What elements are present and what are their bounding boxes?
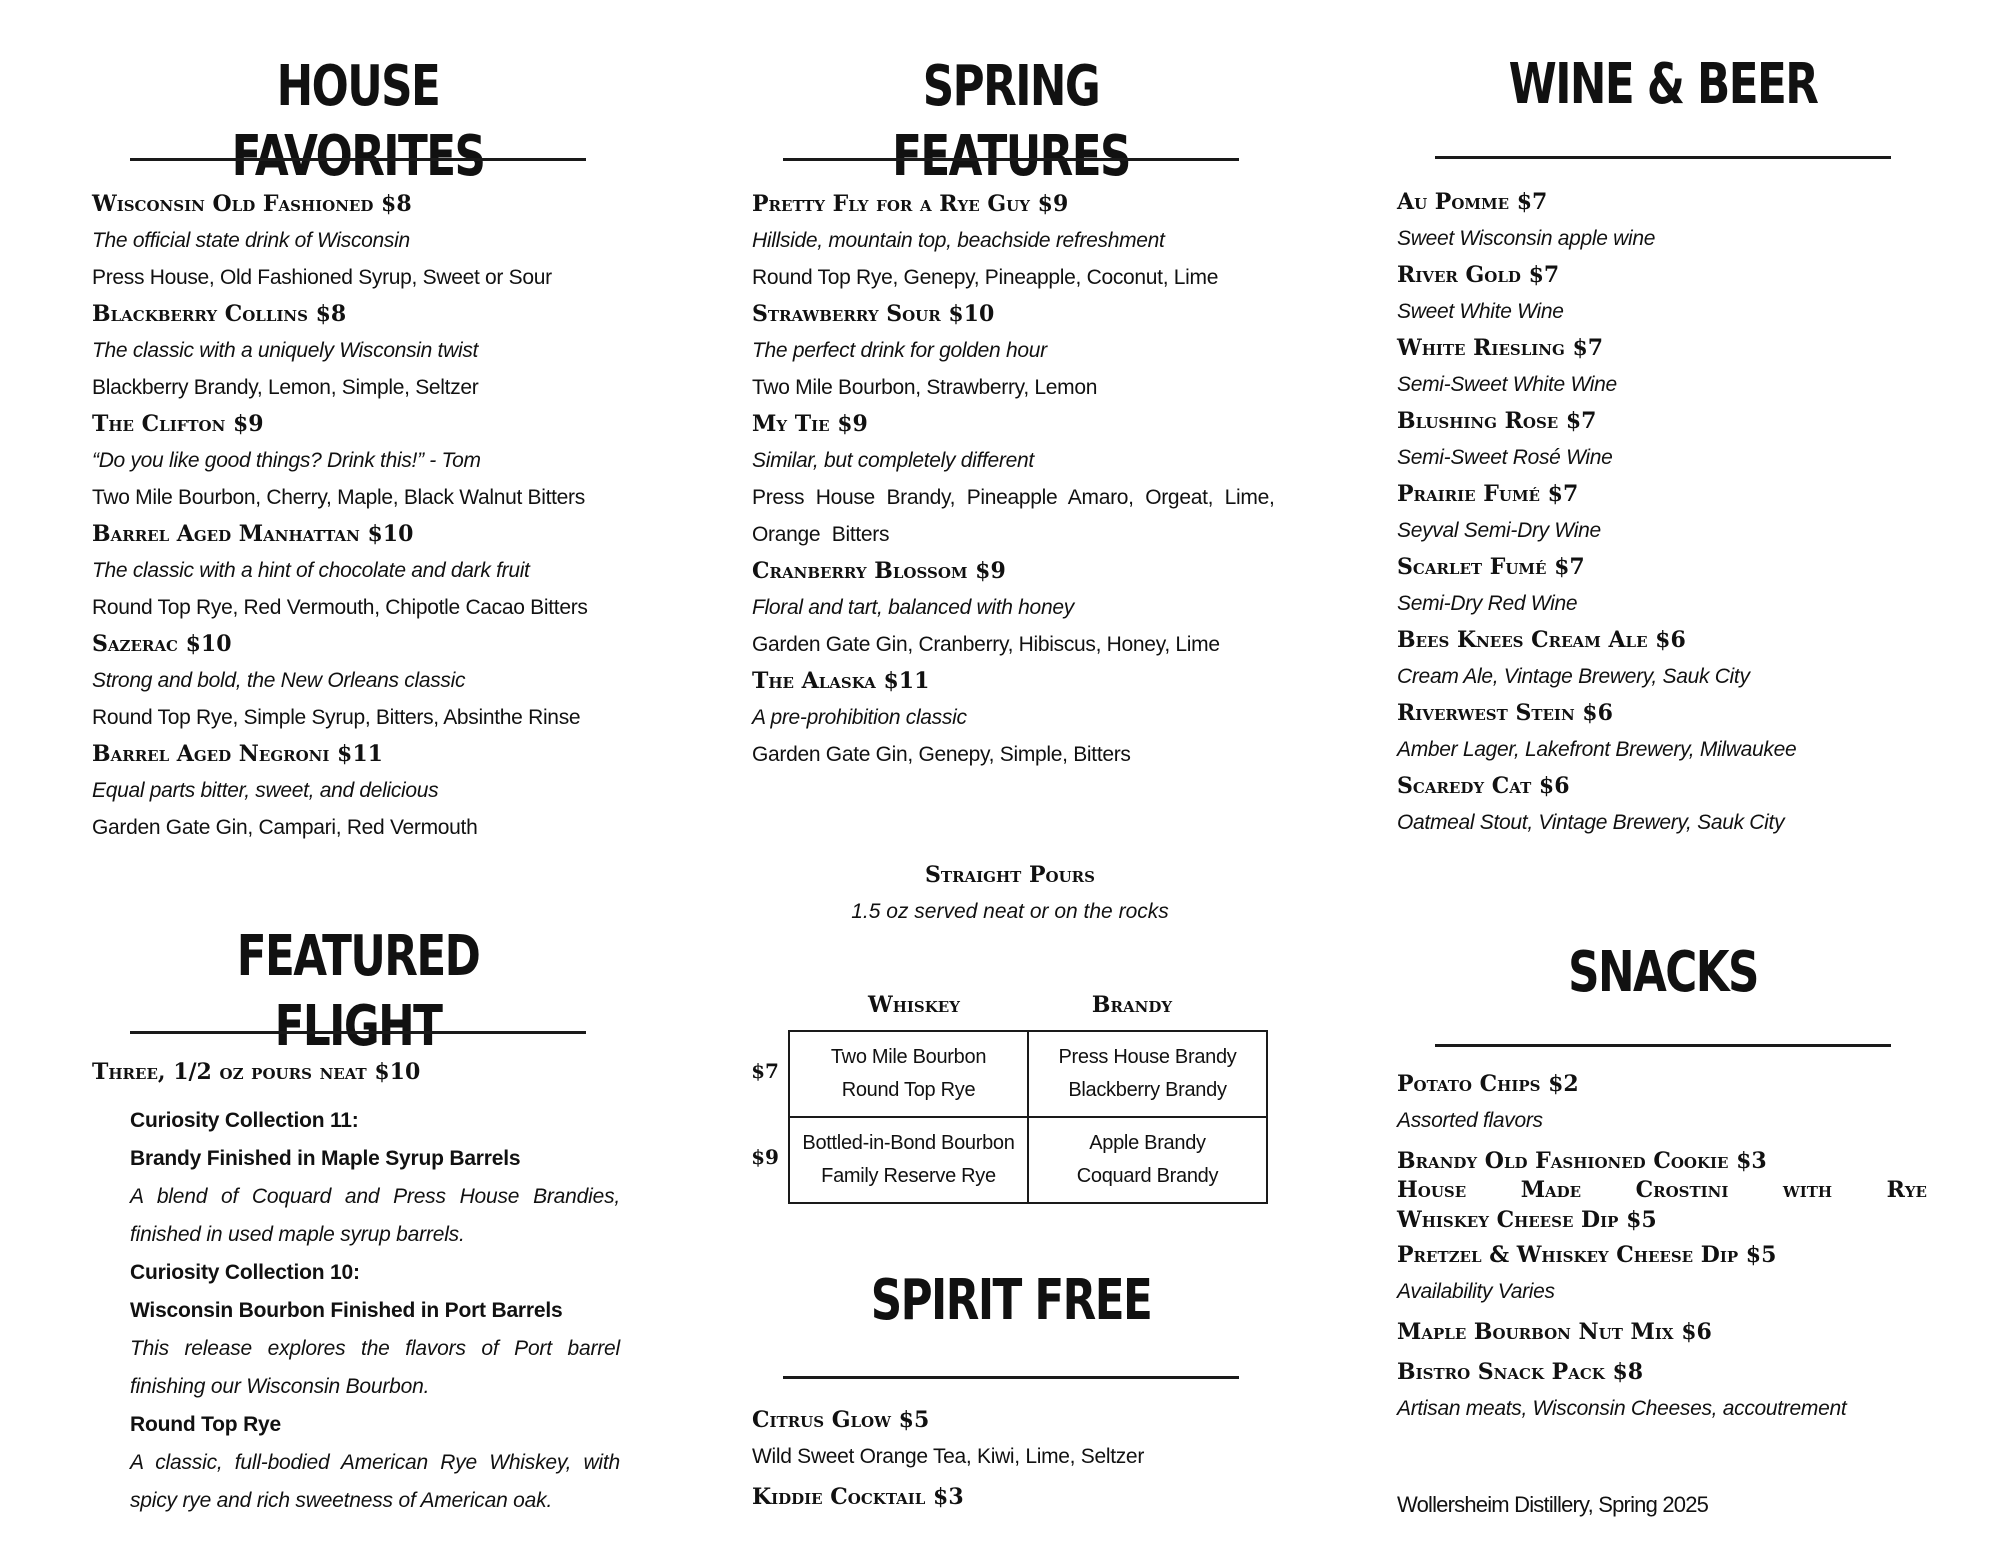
menu-item-name: Scarlet Fumé $7 [1397, 554, 1585, 580]
menu-item-ingredients: Two Mile Bourbon, Strawberry, Lemon [752, 376, 1098, 399]
menu-item [1397, 257, 1957, 330]
menu-item [1397, 768, 1957, 841]
menu-item-ingredients: Round Top Rye, Simple Syrup, Bitters, Absinthe Rinse [92, 706, 581, 729]
table-row [789, 1031, 1267, 1117]
spirit-free-title: SPIRIT FREE [870, 1268, 1152, 1333]
menu-item-name: Barrel Aged Manhattan $10 [92, 521, 414, 547]
menu-item-name: Pretty Fly for a Rye Guy $9 [752, 191, 1069, 217]
menu-item-name: Whiskey Cheese Dip $5 [1397, 1207, 1657, 1233]
section-divider [783, 1376, 1239, 1379]
menu-item [1397, 549, 1957, 622]
menu-item-description: Hillside, mountain top, beachside refreshment [752, 229, 1165, 252]
menu-item-name: Wisconsin Old Fashioned $8 [92, 191, 412, 217]
word: Made [1520, 1177, 1582, 1203]
table-row [789, 1117, 1267, 1203]
menu-item-description: Oatmeal Stout, Vintage Brewery, Sauk City [1397, 811, 1785, 834]
snacks-title: SNACKS [1568, 940, 1758, 1005]
menu-item [92, 186, 652, 296]
flight-entry-description: This release explores the flavors of Port barrel finishing our Wisconsin Bourbon. [130, 1337, 620, 1398]
menu-item [92, 406, 652, 516]
menu-item [1397, 184, 1957, 257]
menu-item-ingredients: Press House, Old Fashioned Syrup, Sweet or Sour [92, 266, 552, 289]
menu-item [1397, 1066, 1957, 1139]
pours-price-row1: $7 [751, 1059, 779, 1083]
menu-item [1397, 403, 1957, 476]
menu-item-name: Bistro Snack Pack $8 [1397, 1359, 1644, 1385]
table-cell [1028, 1031, 1267, 1117]
menu-item-description: Sweet Wisconsin apple wine [1397, 227, 1656, 250]
menu-item-ingredients: Garden Gate Gin, Genepy, Simple, Bitters [752, 743, 1131, 766]
menu-item-name: Maple Bourbon Nut Mix $6 [1397, 1319, 1712, 1345]
menu-item [1397, 1354, 1957, 1427]
table-cell [789, 1117, 1028, 1203]
flight-entry-description: A classic, full-bodied American Rye Whiskey, with spicy rye and rich sweetness of American oak. [130, 1451, 620, 1512]
menu-item-description: Artisan meats, Wisconsin Cheeses, accoutrement [1397, 1397, 1847, 1420]
pour-name: Apple Brandy [1089, 1132, 1206, 1154]
menu-item [92, 296, 652, 406]
menu-item-name: Scaredy Cat $6 [1397, 773, 1570, 799]
pour-name: Press House Brandy [1058, 1046, 1237, 1068]
menu-item-name: Strawberry Sour $10 [752, 301, 995, 327]
menu-item-description: The official state drink of Wisconsin [92, 229, 410, 252]
featured-flight-title: FEATURED FLIGHT [236, 924, 480, 1059]
menu-item-name: Barrel Aged Negroni $11 [92, 741, 383, 767]
menu-item-description: Cream Ale, Vintage Brewery, Sauk City [1397, 665, 1750, 688]
menu-item [752, 1479, 1312, 1515]
menu-item-ingredients: Wild Sweet Orange Tea, Kiwi, Lime, Seltzer [752, 1445, 1145, 1468]
menu-item-description: A pre-prohibition classic [752, 706, 967, 729]
menu-item-description: Semi-Sweet White Wine [1397, 373, 1617, 396]
menu-item [752, 1402, 1312, 1475]
menu-item-name: Cranberry Blossom $9 [752, 558, 1006, 584]
menu-item [752, 663, 1312, 773]
flight-entry-description: A blend of Coquard and Press House Brandies, finished in used maple syrup barrels. [130, 1185, 620, 1246]
table-cell [1028, 1117, 1267, 1203]
menu-item-description: Floral and tart, balanced with honey [752, 596, 1074, 619]
pours-column-whiskey: Whiskey [868, 992, 960, 1018]
straight-pours-subtitle: 1.5 oz served neat or on the rocks [851, 900, 1169, 923]
straight-pours-title: Straight Pours [925, 862, 1095, 888]
pours-price-row2: $9 [751, 1145, 779, 1169]
menu-item [752, 553, 1312, 663]
section-divider [1435, 156, 1891, 159]
menu-item-description: Semi-Dry Red Wine [1397, 592, 1578, 615]
flight-entry-title: Curiosity Collection 11: [130, 1109, 359, 1132]
menu-item-description: Semi-Sweet Rosé Wine [1397, 446, 1613, 469]
house-favorites-title: HOUSE FAVORITES [231, 54, 485, 189]
table-cell [789, 1031, 1028, 1117]
menu-item [92, 626, 652, 736]
menu-item-description: The classic with a hint of chocolate and dark fruit [92, 559, 530, 582]
menu-item [1397, 330, 1957, 403]
menu-item [1397, 1143, 1957, 1179]
menu-item-name: Potato Chips $2 [1397, 1071, 1579, 1097]
menu-item-description: Similar, but completely different [752, 449, 1034, 472]
menu-item-ingredients: Two Mile Bourbon, Cherry, Maple, Black Walnut Bitters [92, 486, 585, 509]
snacks-list [1397, 1066, 1957, 1427]
spring-features-title: SPRING FEATURES [892, 54, 1130, 189]
menu-item-ingredients: Garden Gate Gin, Campari, Red Vermouth [92, 816, 478, 839]
menu-item-ingredients: Garden Gate Gin, Cranberry, Hibiscus, Honey, Lime [752, 633, 1220, 656]
flight-entry [130, 1254, 620, 1406]
menu-item-name: Au Pomme $7 [1397, 189, 1548, 215]
menu-item [92, 516, 652, 626]
menu-item [1397, 476, 1957, 549]
section-divider [1435, 1044, 1891, 1047]
spirit-free-list [752, 1402, 1312, 1515]
menu-item-name [1397, 1175, 1957, 1205]
pour-name: Round Top Rye [841, 1079, 976, 1101]
word: House [1397, 1177, 1467, 1203]
menu-item [1397, 1237, 1957, 1310]
menu-item [752, 406, 1312, 553]
flight-entry-title: Round Top Rye [130, 1413, 281, 1436]
menu-item-description: Amber Lager, Lakefront Brewery, Milwaukee [1397, 738, 1797, 761]
menu-item-description: Assorted flavors [1397, 1109, 1543, 1132]
menu-item-name: White Riesling $7 [1397, 335, 1604, 361]
word: Crostini [1635, 1177, 1729, 1203]
section-divider [130, 158, 586, 161]
section-divider [783, 158, 1239, 161]
pour-name: Family Reserve Rye [821, 1165, 996, 1187]
menu-item-description: Sweet White Wine [1397, 300, 1564, 323]
flight-entry-title: Brandy Finished in Maple Syrup Barrels [130, 1147, 521, 1170]
word: Rye [1886, 1177, 1927, 1203]
spring-features-list [752, 186, 1312, 773]
flight-entry-title: Wisconsin Bourbon Finished in Port Barrels [130, 1299, 563, 1322]
menu-item-name: The Alaska $11 [752, 668, 930, 694]
pour-name: Coquard Brandy [1076, 1165, 1219, 1187]
menu-item [92, 736, 652, 846]
wine-beer-title: WINE & BEER [1508, 52, 1818, 117]
wine-beer-list [1397, 184, 1957, 841]
pours-column-brandy: Brandy [1091, 992, 1173, 1018]
menu-item-name: Riverwest Stein $6 [1397, 700, 1613, 726]
menu-item-description: The classic with a uniquely Wisconsin twist [92, 339, 479, 362]
menu-item-name: Prairie Fumé $7 [1397, 481, 1579, 507]
flight-heading: Three, 1/2 oz pours neat $10 [92, 1059, 421, 1085]
menu-item-name: My Tie $9 [752, 411, 868, 437]
house-favorites-list [92, 186, 652, 846]
pour-name: Blackberry Brandy [1068, 1079, 1227, 1101]
menu-item-description: Strong and bold, the New Orleans classic [92, 669, 466, 692]
menu-item-name: Citrus Glow $5 [752, 1407, 930, 1433]
menu-item [752, 296, 1312, 406]
menu-item [1397, 622, 1957, 695]
menu-item-name: The Clifton $9 [92, 411, 264, 437]
menu-item-name: Pretzel & Whiskey Cheese Dip $5 [1397, 1242, 1777, 1268]
section-divider [130, 1031, 586, 1034]
flight-list [130, 1102, 620, 1520]
menu-item-name: Bees Knees Cream Ale $6 [1397, 627, 1686, 653]
menu-item-name-line [1397, 1175, 1927, 1205]
menu-item-ingredients: Round Top Rye, Red Vermouth, Chipotle Cacao Bitters [92, 596, 588, 619]
menu-item-name: River Gold $7 [1397, 262, 1560, 288]
menu-item-name: Blushing Rose $7 [1397, 408, 1597, 434]
straight-pours-table [788, 1030, 1268, 1204]
menu-item [752, 186, 1312, 296]
menu-item-description: Seyval Semi-Dry Wine [1397, 519, 1601, 542]
menu-item-name: Kiddie Cocktail $3 [752, 1484, 964, 1510]
flight-entry [130, 1406, 620, 1520]
word: with [1782, 1177, 1833, 1203]
pour-name: Bottled-in-Bond Bourbon [802, 1132, 1015, 1154]
menu-item-name: Brandy Old Fashioned Cookie $3 [1397, 1148, 1767, 1174]
menu-item-name: Blackberry Collins $8 [92, 301, 347, 327]
menu-item-ingredients: Press House Brandy, Pineapple Amaro, Orgeat, Lime, Orange Bitters [752, 486, 1275, 546]
menu-item-name: Sazerac $10 [92, 631, 232, 657]
menu-item-description: “Do you like good things? Drink this!” - Tom [92, 449, 481, 472]
flight-entry-title: Curiosity Collection 10: [130, 1261, 360, 1284]
pour-name: Two Mile Bourbon [830, 1046, 987, 1068]
menu-item [1397, 695, 1957, 768]
menu-item [1397, 1314, 1957, 1350]
menu-item-description: The perfect drink for golden hour [752, 339, 1047, 362]
menu-item [1397, 1175, 1957, 1237]
menu-item-description: Equal parts bitter, sweet, and delicious [92, 779, 439, 802]
menu-item-ingredients: Round Top Rye, Genepy, Pineapple, Coconut, Lime [752, 266, 1219, 289]
flight-entry [130, 1102, 620, 1254]
menu-item-ingredients: Blackberry Brandy, Lemon, Simple, Seltzer [92, 376, 479, 399]
menu-item-description: Availability Varies [1397, 1280, 1555, 1303]
footer-credit: Wollersheim Distillery, Spring 2025 [1397, 1492, 1709, 1517]
